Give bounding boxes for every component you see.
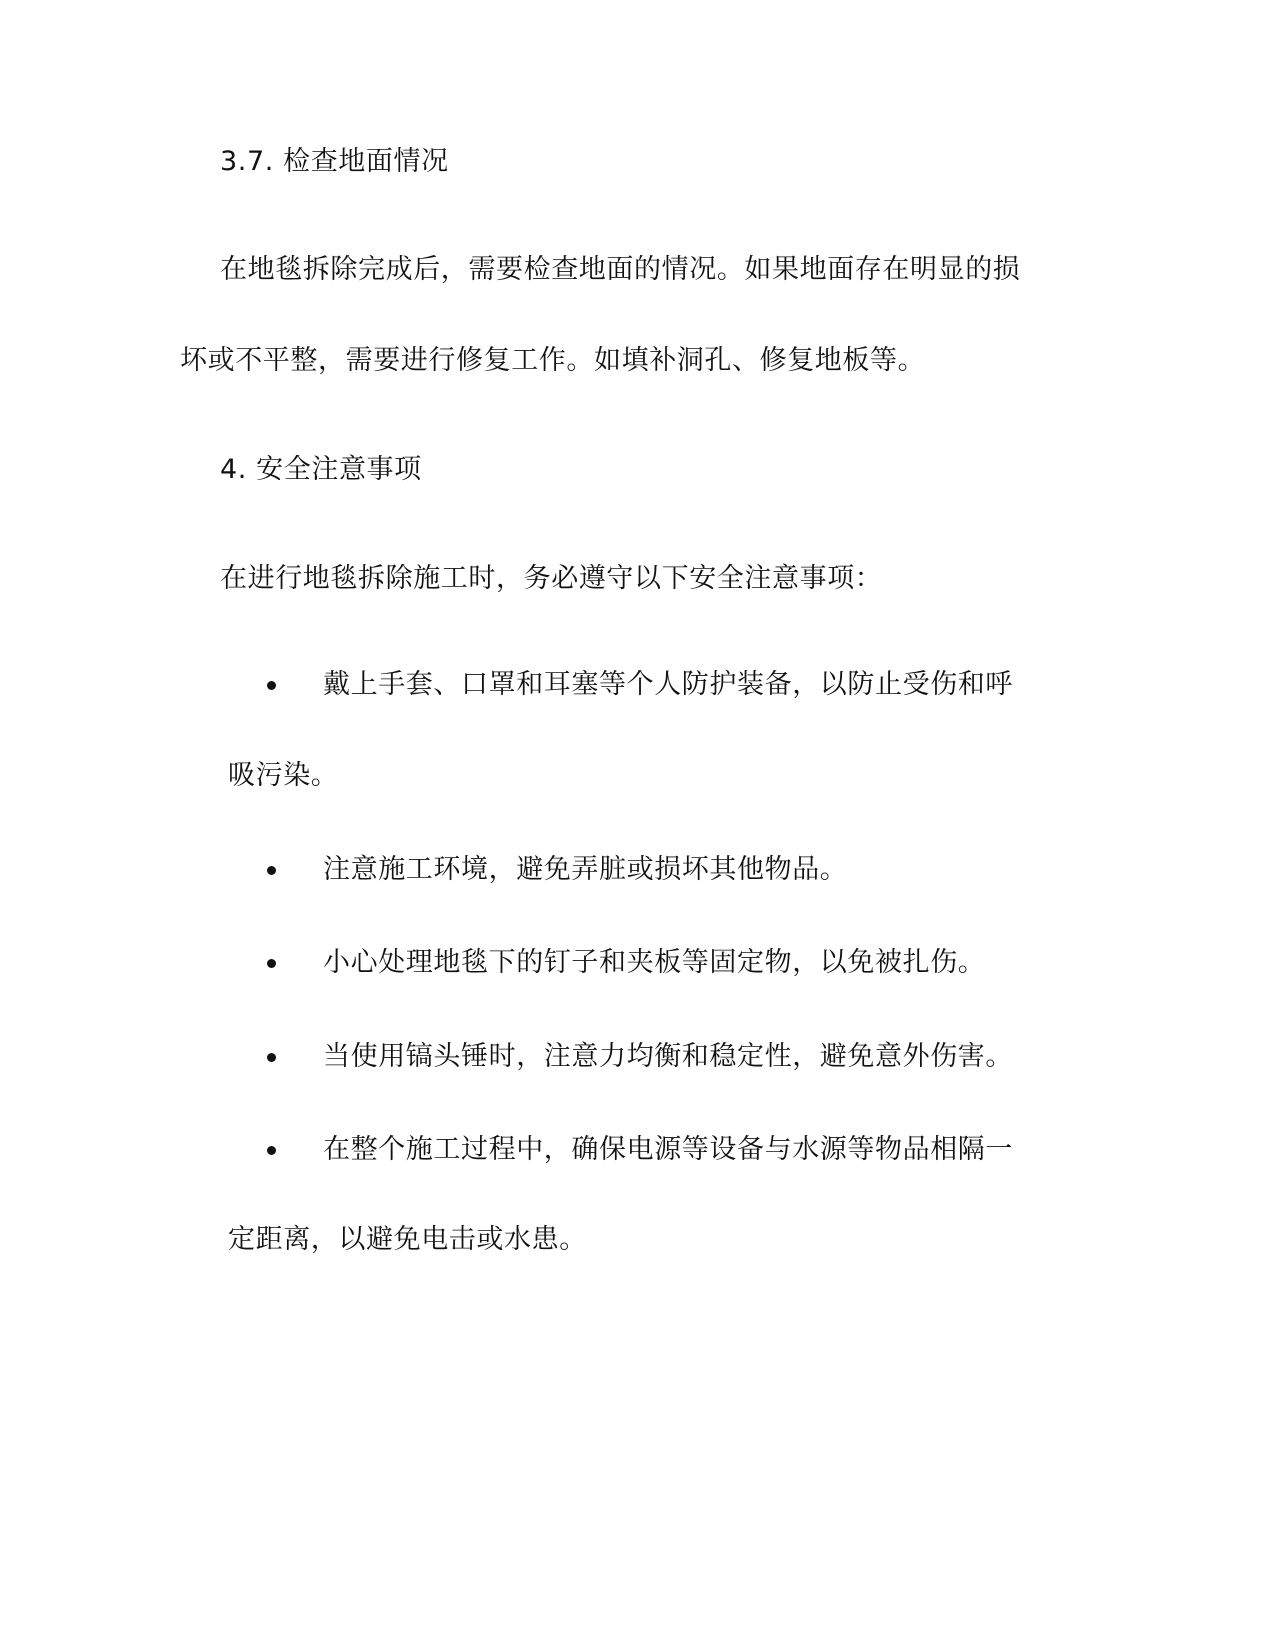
bullet-icon (267, 1053, 276, 1062)
bullet-icon (267, 866, 276, 875)
list-item-text: 小心处理地毯下的钉子和夹板等固定物，以免被扎伤。 (323, 947, 986, 978)
section-heading: 3.7. 检查地面情况 (220, 146, 449, 177)
bullet-icon (267, 959, 276, 968)
list-item-text: 当使用镐头锤时，注意力均衡和稳定性，避免意外伤害。 (323, 1041, 1013, 1072)
list-item-text: 戴上手套、口罩和耳塞等个人防护装备，以防止受伤和呼 (323, 669, 1013, 700)
list-item-text: 注意施工环境，避免弄脏或损坏其他物品。 (323, 854, 848, 885)
list-item-text: 在整个施工过程中，确保电源等设备与水源等物品相隔一 (323, 1134, 1013, 1165)
list-item-text: 定距离，以避免电击或水患。 (228, 1224, 587, 1255)
paragraph-line: 在地毯拆除完成后，需要检查地面的情况。如果地面存在明显的损 (220, 254, 1021, 285)
section-heading: 4. 安全注意事项 (220, 454, 422, 485)
list-item-text: 吸污染。 (228, 760, 339, 791)
paragraph-line: 坏或不平整，需要进行修复工作。如填补洞孔、修复地板等。 (180, 345, 926, 376)
paragraph-line: 在进行地毯拆除施工时，务必遵守以下安全注意事项： (220, 563, 883, 594)
bullet-icon (267, 681, 276, 690)
bullet-icon (267, 1146, 276, 1155)
